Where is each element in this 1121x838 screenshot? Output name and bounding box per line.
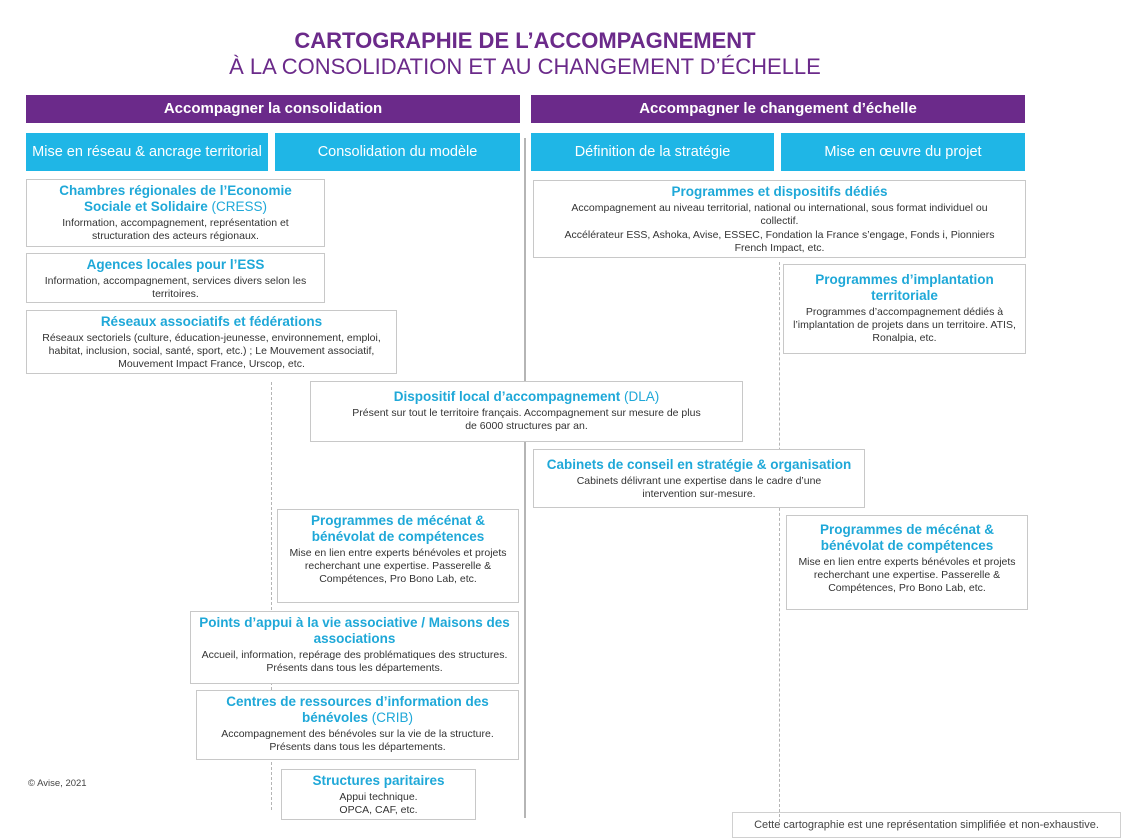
box-crib-title: Centres de ressources d’information des bénévoles (CRIB) [226,694,489,725]
box-mecenat-left-desc: Mise en lien entre experts bénévoles et projets recherchant une expertise. Passerelle & Compétences, Pro Bono Lab, etc. [289,547,507,585]
subheader-oeuvre [781,133,1025,171]
box-mecenat-left-title: Programmes de mécénat & bénévolat de compétences [310,513,486,544]
box-implantation [783,264,1026,354]
box-crib-desc: Accompagnement des bénévoles sur la vie de la structure. Présents dans tous les départements. [221,728,494,753]
box-cabinets [533,449,865,508]
subheader-modele-label: Consolidation du modèle [317,144,478,160]
box-agences [26,253,325,303]
box-dla-title: Dispositif local d’accompagnement (DLA) [393,389,660,404]
copyright: © Avise, 2021 [28,778,87,789]
box-mecenat-left [277,509,519,603]
box-cress [26,179,325,247]
box-points-appui-desc: Accueil, information, repérage des problématiques des structures. Présents dans tous les départements. [201,649,508,674]
page-subtitle: À LA CONSOLIDATION ET AU CHANGEMENT D’ÉCHELLE [229,54,821,79]
box-cabinets-desc: Cabinets délivrant une expertise dans le cadre d’une intervention sur-mesure. [576,475,822,500]
box-reseaux-title: Réseaux associatifs et fédérations [100,314,323,329]
box-paritaires-desc: Appui technique. OPCA, CAF, etc. [339,791,418,816]
subheader-modele [275,133,520,171]
box-programmes-dedies-desc1: Accompagnement au niveau territorial, national ou international, sous format individuel ou collectif. [571,202,988,227]
box-agences-desc: Information, accompagnement, services divers selon les territoires. [44,275,307,300]
subheader-strategie [531,133,774,171]
center-divider [524,138,526,818]
subheader-oeuvre-label: Mise en œuvre du projet [824,144,982,160]
box-points-appui [190,611,519,684]
box-programmes-dedies-title: Programmes et dispositifs dédiés [671,184,888,199]
box-reseaux-desc: Réseaux sectoriels (culture, éducation-jeunesse, environnement, emploi, habitat, inclusion, social, santé, sport, etc.) ; Le Mouvement associatif, Mouvement Impact France, Urscop, etc. [42,332,381,370]
box-mecenat-right-desc: Mise en lien entre experts bénévoles et projets recherchant une expertise. Passerelle & Compétences, Pro Bono Lab, etc. [798,556,1016,594]
box-cress-desc: Information, accompagnement, représentation et structuration des acteurs régionaux. [62,217,289,242]
box-points-appui-title: Points d’appui à la vie associative / Maisons des associations [199,615,510,646]
box-agences-title: Agences locales pour l’ESS [86,257,265,272]
disclaimer-note: Cette cartographie est une représentation simplifiée et non-exhaustive. [732,812,1121,838]
subheader-reseau [26,133,268,171]
box-cabinets-title: Cabinets de conseil en stratégie & organisation [546,457,852,472]
box-paritaires-title: Structures paritaires [312,773,445,788]
subheader-strategie-label: Définition de la stratégie [574,144,731,160]
subheader-reseau-label: Mise en réseau & ancrage territorial [32,144,262,160]
box-mecenat-right [786,515,1028,610]
box-dla-desc: Présent sur tout le territoire français. Accompagnement sur mesure de plus de 6000 structures par an. [352,407,701,432]
box-dla [310,381,743,442]
box-implantation-title: Programmes d’implantation territoriale [815,272,994,303]
box-reseaux [26,310,397,374]
right-dashed-divider [779,262,780,822]
box-paritaires [281,769,476,820]
box-implantation-desc: Programmes d’accompagnement dédiés à l’implantation de projets dans un territoire. ATIS, Ronalpia, etc. [793,306,1016,344]
box-programmes-dedies [533,180,1026,258]
box-programmes-dedies-desc2: Accélérateur ESS, Ashoka, Avise, ESSEC, Fondation la France s’engage, Fonds i, Pionniers French Impact, etc. [564,229,995,254]
header-consolidation: Accompagner la consolidation [26,95,520,123]
header-changement: Accompagner le changement d’échelle [531,95,1025,123]
box-mecenat-right-title: Programmes de mécénat & bénévolat de compétences [819,522,995,553]
box-cress-title: Chambres régionales de l’Economie Sociale et Solidaire (CRESS) [59,183,292,214]
box-crib [196,690,519,760]
page-title: CARTOGRAPHIE DE L’ACCOMPAGNEMENT [294,28,756,53]
